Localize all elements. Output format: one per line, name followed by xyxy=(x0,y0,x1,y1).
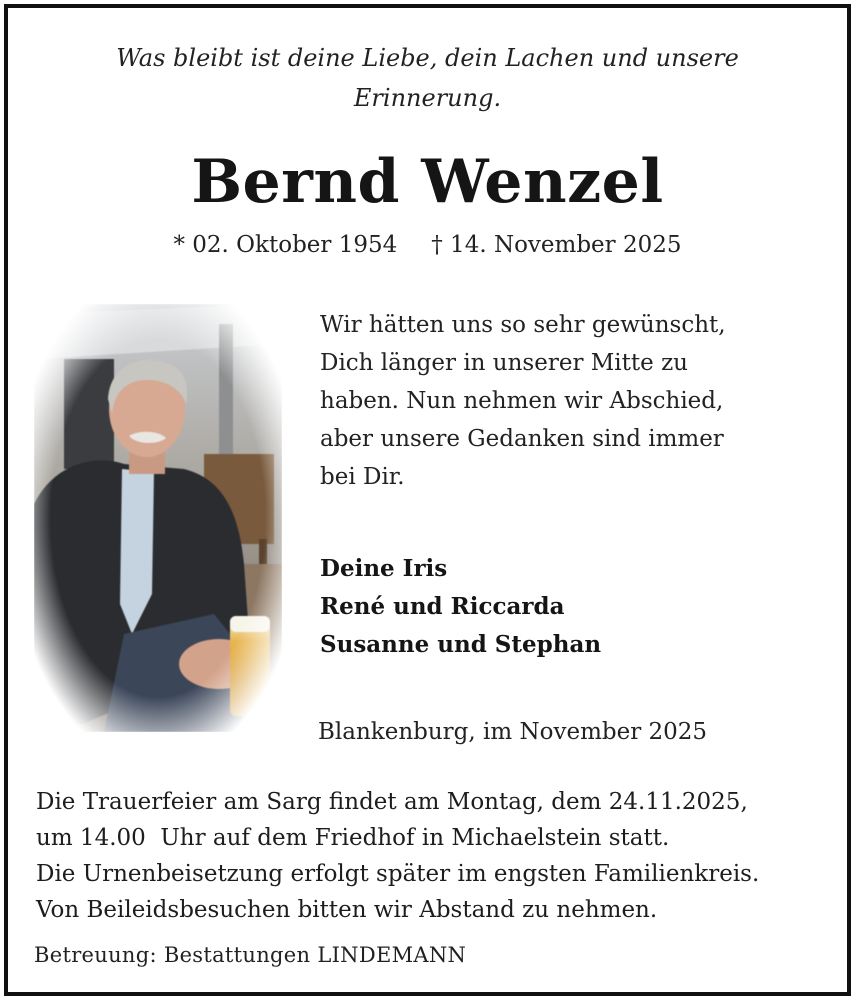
message-line: aber unsere Gedanken sind immer xyxy=(320,426,724,452)
funeral-line: Von Beileidsbesuchen bitten wir Abstand zu nehmen. xyxy=(36,897,658,923)
portrait-photo xyxy=(34,304,282,732)
motto-line: Erinnerung. xyxy=(353,84,502,112)
mourner-name: René und Riccarda xyxy=(320,593,565,620)
motto xyxy=(8,38,847,118)
death-date: † 14. November 2025 xyxy=(431,232,682,258)
funeral-home-credit: Betreuung: Bestattungen LINDEMANN xyxy=(34,943,467,967)
obituary-notice xyxy=(4,4,851,996)
deceased-name: Bernd Wenzel xyxy=(191,147,664,217)
place-and-date: Blankenburg, im November 2025 xyxy=(318,719,708,745)
farewell-message xyxy=(320,306,820,496)
funeral-details xyxy=(36,784,841,928)
message-line: bei Dir. xyxy=(320,464,405,490)
message-line: haben. Nun nehmen wir Abschied, xyxy=(320,388,724,414)
funeral-line: um 14.00 Uhr auf dem Friedhof in Michaelstein statt. xyxy=(36,825,670,851)
funeral-line: Die Trauerfeier am Sarg findet am Montag, dem 24.11.2025, xyxy=(36,789,748,815)
message-line: Dich länger in unserer Mitte zu xyxy=(320,350,688,376)
funeral-line: Die Urnenbeisetzung erfolgt später im engsten Familienkreis. xyxy=(36,861,760,887)
life-dates xyxy=(8,230,847,260)
mourners-list xyxy=(320,550,820,664)
mourner-name: Susanne und Stephan xyxy=(320,631,602,658)
motto-line: Was bleibt ist deine Liebe, dein Lachen und unsere xyxy=(116,44,739,72)
message-line: Wir hätten uns so sehr gewünscht, xyxy=(320,312,726,338)
birth-date: * 02. Oktober 1954 xyxy=(173,232,398,258)
mourner-name: Deine Iris xyxy=(320,555,448,582)
